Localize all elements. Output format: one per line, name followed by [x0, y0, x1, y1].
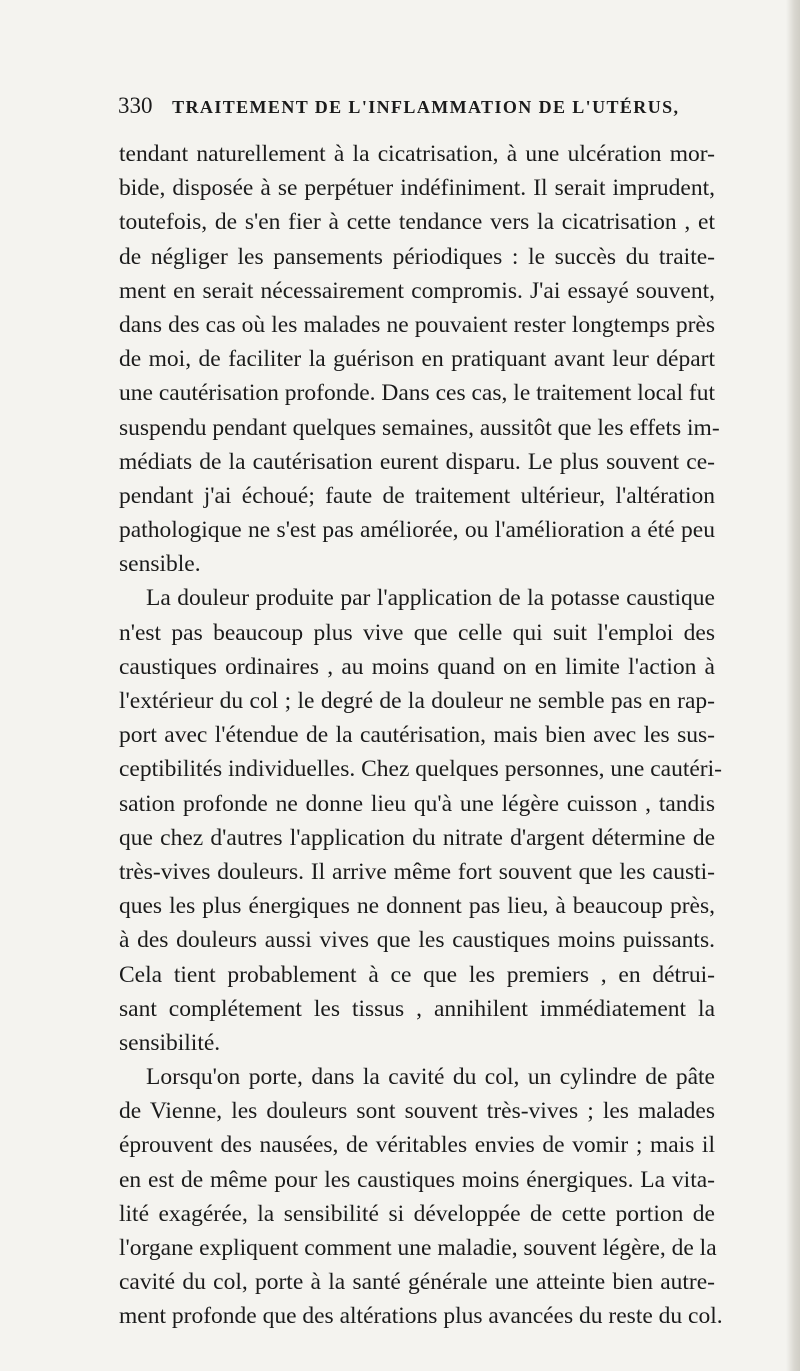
text-line: Cela tient probablement à ce que les premiers , en détrui- — [119, 961, 715, 988]
text-line: caustiques ordinaires , au moins quand on en limite l'action à — [119, 653, 715, 680]
text-line: ment en serait nécessairement compromis. J'ai essayé souvent, — [119, 277, 715, 304]
text-line: très-vives douleurs. Il arrive même fort souvent que les causti- — [119, 858, 715, 885]
text-line: de moi, de faciliter la guérison en pratiquant avant leur départ — [119, 346, 715, 373]
text-line: une cautérisation profonde. Dans ces cas, le traitement local fut — [119, 380, 715, 407]
text-line: cavité du col, porte à la santé générale une atteinte bien autre- — [119, 1269, 715, 1296]
text-line: l'extérieur du col ; le degré de la douleur ne semble pas en rap- — [119, 688, 715, 714]
text-line: éprouvent des nausées, de véritables envies de vomir ; mais il — [119, 1132, 715, 1159]
text-line: l'organe expliquent comment une maladie, souvent légère, de la — [119, 1235, 717, 1261]
page-number: 330 — [118, 93, 153, 118]
text-line: de négliger les pansements périodiques : le succès du traite- — [119, 243, 715, 270]
running-header — [118, 93, 718, 123]
running-title: TRAITEMENT DE L'INFLAMMATION DE L'UTÉRUS, — [172, 97, 680, 117]
text-line: pathologique ne s'est pas améliorée, ou l'amélioration a été peu — [119, 517, 715, 544]
text-line: sation profonde ne donne lieu qu'à une légère cuisson , tandis — [119, 790, 715, 817]
text-line: bide, disposée à se perpétuer indéfiniment. Il serait imprudent, — [119, 175, 715, 202]
paragraph-end-line: sensible. — [119, 551, 201, 578]
text-line: que chez d'autres l'application du nitrate d'argent détermine de — [119, 824, 715, 851]
page-edge-shadow — [786, 0, 800, 1371]
text-line: médiats de la cautérisation eurent disparu. Le plus souvent ce- — [119, 448, 715, 475]
text-line: de Vienne, les douleurs sont souvent très-vives ; les malades — [119, 1098, 715, 1125]
text-line: en est de même pour les caustiques moins énergiques. La vita- — [119, 1166, 715, 1193]
body-text — [119, 137, 723, 1334]
text-line: dans des cas où les malades ne pouvaient rester longtemps près — [119, 311, 715, 338]
paragraph-start-line: Lorsqu'on porte, dans la cavité du col, un cylindre de pâte — [146, 1064, 715, 1091]
text-line: n'est pas beaucoup plus vive que celle qui suit l'emploi des — [119, 619, 715, 646]
text-line: tendant naturellement à la cicatrisation, à une ulcération mor- — [119, 141, 715, 167]
text-line: ceptibilités individuelles. Chez quelques personnes, une cautéri- — [119, 756, 722, 783]
text-line: toutefois, de s'en fier à cette tendance vers la cicatrisation , et — [119, 209, 715, 236]
text-line: à des douleurs aussi vives que les caustiques moins puissants. — [119, 927, 715, 954]
paragraph-end-line: ment profonde que des altérations plus avancées du reste du col. — [119, 1303, 723, 1330]
text-line: sant complétement les tissus , annihilent immédiatement la — [119, 995, 715, 1022]
text-line: pendant j'ai échoué; faute de traitement ultérieur, l'altération — [119, 482, 715, 509]
text-line: port avec l'étendue de la cautérisation, mais bien avec les sus- — [119, 722, 715, 749]
text-line: ques les plus énergiques ne donnent pas lieu, à beaucoup près, — [119, 893, 715, 920]
text-line: suspendu pendant quelques semaines, aussitôt que les effets im- — [119, 414, 720, 441]
text-line: lité exagérée, la sensibilité si développée de cette portion de — [119, 1200, 715, 1227]
paragraph-start-line: La douleur produite par l'application de la potasse caustique — [146, 585, 715, 612]
paragraph-end-line: sensibilité. — [119, 1029, 221, 1056]
